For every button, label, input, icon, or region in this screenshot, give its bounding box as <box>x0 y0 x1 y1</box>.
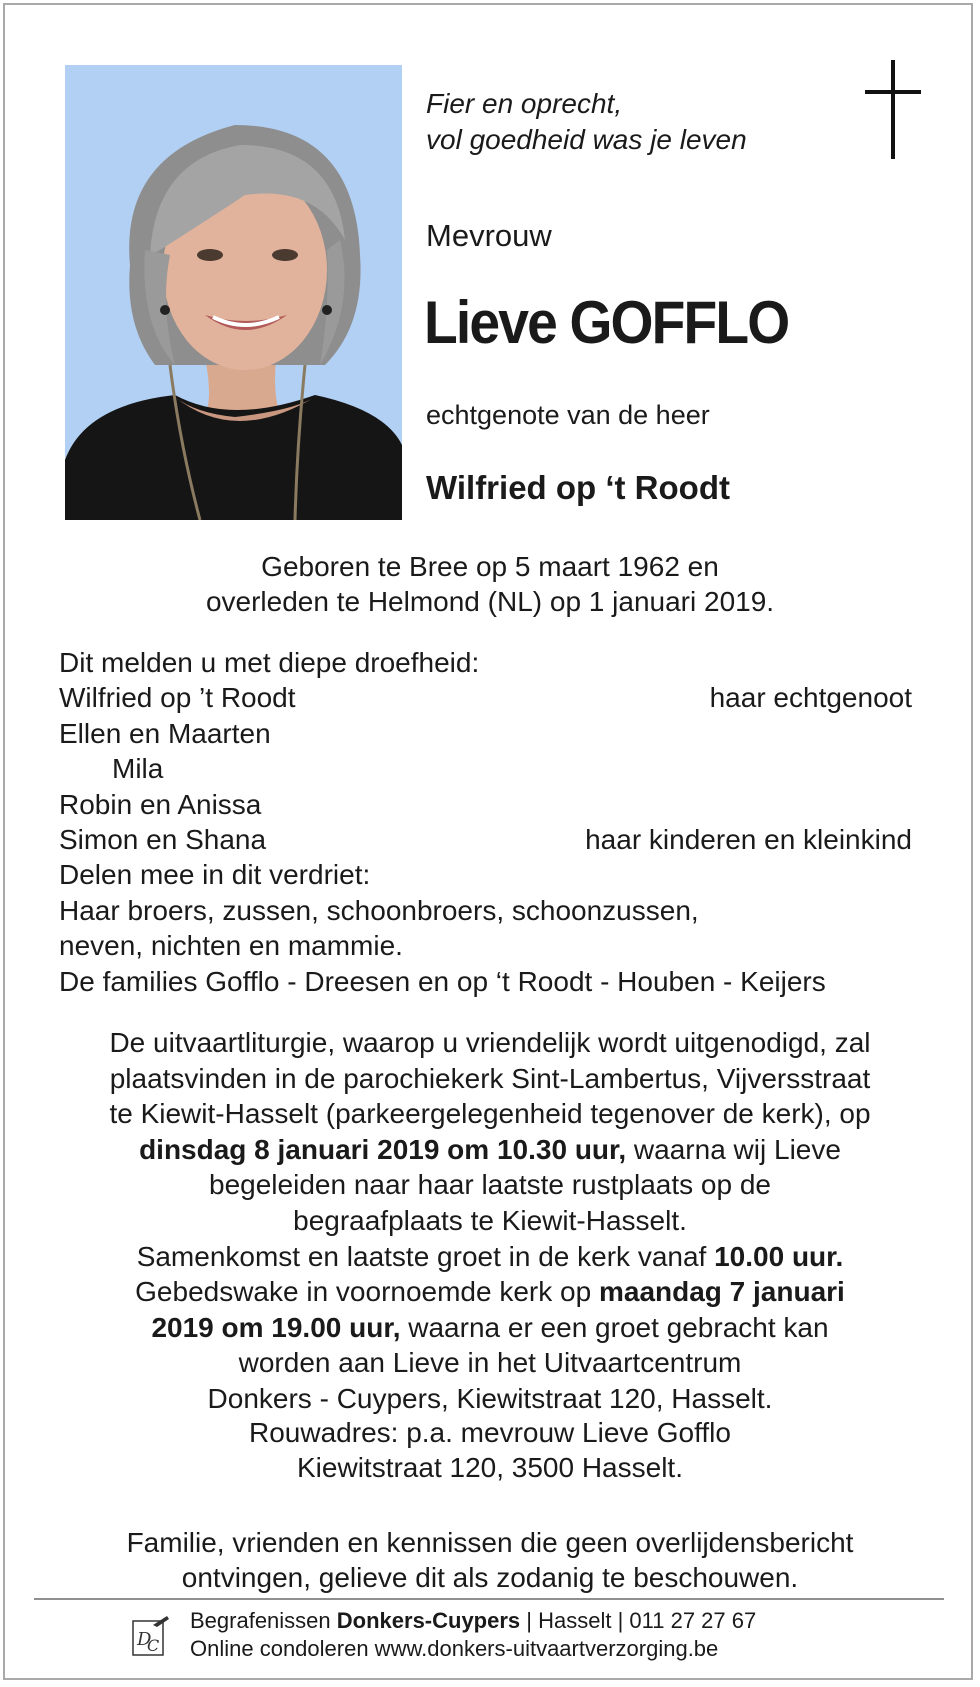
quote-line-2: vol goedheid was je leven <box>426 124 747 155</box>
vigil-rest: waarna er een groet gebracht kan <box>400 1311 829 1343</box>
funeral-date: dinsdag 8 januari 2019 om 10.30 uur, <box>139 1133 627 1165</box>
birth-death-info <box>40 549 940 619</box>
birth-line: Geboren te Bree op 5 maart 1962 en <box>261 551 719 582</box>
families-line: De families Gofflo - Dreesen en op ‘t Roodt - Houben - Keijers <box>59 965 826 997</box>
funeral-line-6: begraafplaats te Kiewit-Hasselt. <box>293 1204 687 1236</box>
funeral-line-8 <box>40 1274 940 1310</box>
funeral-line-5: begeleiden naar haar laatste rustplaats op de <box>209 1169 771 1201</box>
mourner-spouse-role: haar echtgenoot <box>709 682 912 714</box>
funeral-details <box>40 1025 940 1417</box>
vigil-time: 2019 om 19.00 uur, <box>151 1311 401 1343</box>
mourning-address <box>40 1415 940 1485</box>
cross-icon <box>862 60 924 160</box>
address-line-2: Kiewitstraat 120, 3500 Hasselt. <box>297 1452 683 1483</box>
mourner-spouse: Wilfried op ’t Roodt <box>59 682 296 714</box>
closing-line-2: ontvingen, gelieve dit als zodanig te beschouwen. <box>181 1562 799 1593</box>
relatives-line-1: Haar broers, zussen, schoonbroers, schoonzussen, <box>59 894 699 926</box>
relatives-line-2: neven, nichten en mammie. <box>59 930 403 962</box>
closing-line-1: Familie, vrienden en kennissen die geen overlijdensbericht <box>126 1527 854 1558</box>
spouse-intro: echtgenote van de heer <box>426 400 710 430</box>
spouse-name: Wilfried op ‘t Roodt <box>426 469 730 506</box>
funeral-line-2: plaatsvinden in de parochiekerk Sint-Lambertus, Vijversstraat <box>109 1062 871 1094</box>
portrait-illustration <box>65 65 402 520</box>
funeral-line-4-rest: waarna wij Lieve <box>626 1133 841 1165</box>
mourners-intro: Dit melden u met diepe droefheid: <box>59 647 480 678</box>
closing-note <box>40 1525 940 1595</box>
list-item <box>59 822 919 857</box>
portrait-photo <box>65 65 402 520</box>
memorial-quote <box>426 86 846 158</box>
svg-text:C: C <box>147 1636 160 1655</box>
footer-info <box>190 1607 756 1663</box>
list-item <box>59 680 919 715</box>
funeral-line-3: te Kiewit-Hasselt (parkeergelegenheid tegenover de kerk), op <box>109 1098 871 1130</box>
footer-prefix: Begrafenissen <box>190 1608 337 1633</box>
address-line-1: Rouwadres: p.a. mevrouw Lieve Gofflo <box>249 1417 731 1448</box>
quote-line-1: Fier en oprecht, <box>426 88 623 119</box>
funeral-line-1: De uitvaartliturgie, waarop u vriendelijk wordt uitgenodigd, zal <box>109 1027 871 1058</box>
mourner-child-3: Simon en Shana <box>59 823 267 855</box>
funeral-line-7 <box>40 1239 940 1275</box>
dc-monogram-logo-icon <box>131 1615 171 1657</box>
gathering-text: Samenkomst en laatste groet in de kerk vanaf <box>136 1240 715 1272</box>
svg-text:D: D <box>137 1629 152 1650</box>
mourner-grandchild: Mila <box>112 753 164 785</box>
funeral-line-4 <box>40 1132 940 1168</box>
salutation: Mevrouw <box>426 218 552 253</box>
vigil-date: maandag 7 januari <box>598 1276 845 1308</box>
footer-website[interactable]: Online condoleren www.donkers-uitvaartverzorging.be <box>190 1636 719 1661</box>
footer-contact: | Hasselt | 011 27 27 67 <box>520 1608 757 1633</box>
mourners-list <box>59 645 919 999</box>
vigil-text: Gebedswake in voornoemde kerk op <box>135 1276 599 1308</box>
footer-company: Donkers-Cuypers <box>336 1608 521 1633</box>
death-line: overleden te Helmond (NL) op 1 januari 2019. <box>205 586 775 617</box>
gathering-time: 10.00 uur. <box>714 1240 844 1272</box>
mourner-child-1: Ellen en Maarten <box>59 717 271 749</box>
share-intro: Delen mee in dit verdriet: <box>59 859 371 891</box>
mourner-children-role: haar kinderen en kleinkind <box>585 823 912 855</box>
funeral-line-11: Donkers - Cuypers, Kiewitstraat 120, Hasselt. <box>207 1382 773 1414</box>
deceased-name: Lieve GOFFLO <box>424 289 789 356</box>
footer-line-1 <box>190 1607 756 1635</box>
funeral-line-9 <box>40 1310 940 1346</box>
mourner-child-2: Robin en Anissa <box>59 788 262 820</box>
footer-divider <box>34 1598 944 1600</box>
funeral-line-10: worden aan Lieve in het Uitvaartcentrum <box>238 1347 742 1379</box>
